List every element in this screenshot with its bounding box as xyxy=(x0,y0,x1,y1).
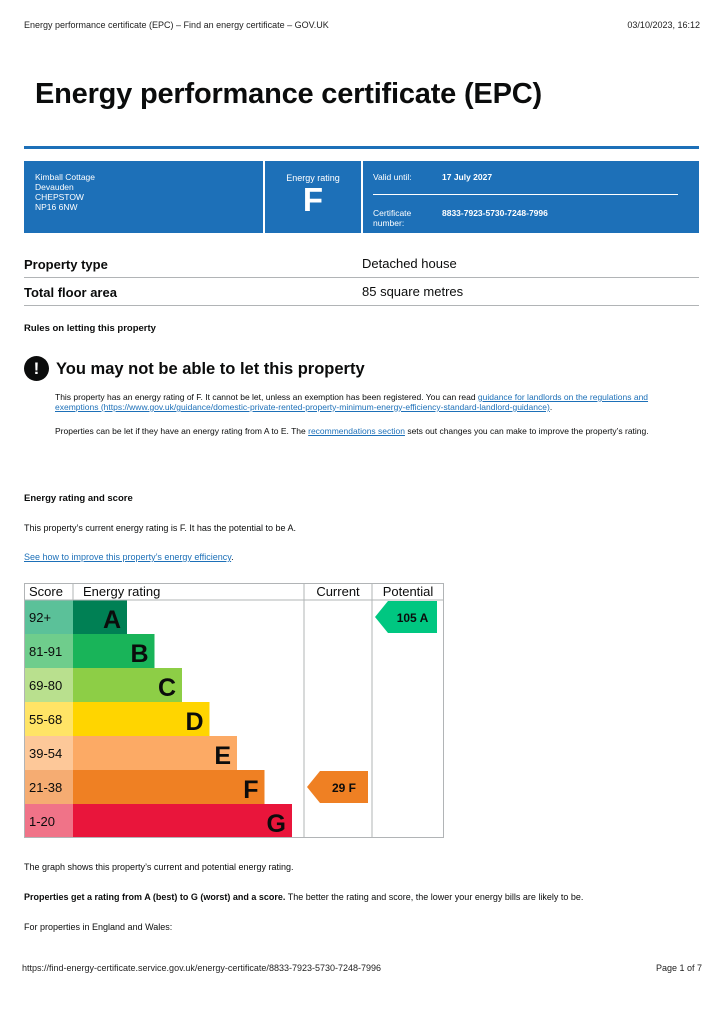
certificate-label-line: Certificate xyxy=(373,208,412,218)
warning-icon: ! xyxy=(24,356,49,381)
rating-band-letter: B xyxy=(130,640,149,668)
improve-efficiency-link[interactable]: See how to improve this property’s energy efficiency xyxy=(24,552,232,562)
energy-rating-label: Energy rating xyxy=(286,173,340,183)
summary-divider xyxy=(361,161,363,233)
potential-header: Potential xyxy=(382,584,434,599)
landlord-guidance-link[interactable]: guidance for landlords on the regulations and exemptions (https://www.gov.uk/guidance/domestic-private-rented-property-minimum-energy-efficiency-standard-landlord-guidance) xyxy=(55,392,649,412)
certificate-label-line: number: xyxy=(373,218,405,228)
summary-rule xyxy=(373,194,678,195)
letting-text-part: Properties can be let if they have an energy rating from A to E. The xyxy=(55,426,309,436)
valid-until-label: Valid until: xyxy=(373,172,412,182)
floor-area-value: 85 square metres xyxy=(362,284,464,299)
improve-end: . xyxy=(231,552,234,562)
score-range-label: 92+ xyxy=(29,610,52,625)
energy-rating-header: Energy rating xyxy=(83,584,161,599)
current-rating-marker-label: 29 F xyxy=(331,781,357,795)
current-header: Current xyxy=(316,584,360,599)
warning-title: You may not be able to let this property xyxy=(56,360,365,378)
score-range-label: 1-20 xyxy=(29,814,56,829)
score-header: Score xyxy=(29,584,63,599)
rating-band-letter: F xyxy=(243,776,259,804)
energy-rating-letter: F xyxy=(302,181,324,218)
graph-caption: The graph shows this property’s current and potential energy rating. xyxy=(24,862,294,872)
warning-text-part: This property has an energy rating of F. It cannot be let, unless an exemption has been registered. You can read xyxy=(55,392,478,402)
property-type-row xyxy=(24,250,699,278)
warning-text-part: . xyxy=(549,402,553,412)
rating-band-g xyxy=(73,804,292,838)
rating-band-f xyxy=(73,770,265,804)
property-type-value: Detached house xyxy=(362,256,457,271)
address-line: NP16 6NW xyxy=(35,202,78,212)
address-line: Kimball Cottage xyxy=(35,172,96,182)
score-range-label: 55-68 xyxy=(29,712,63,727)
print-header-title: Energy performance certificate (EPC) – Find an energy certificate – GOV.UK xyxy=(24,20,329,30)
score-range-label: 39-54 xyxy=(29,746,63,761)
score-range-label: 69-80 xyxy=(29,678,63,693)
england-wales-text: For properties in England and Wales: xyxy=(24,922,173,932)
address-line: Devauden xyxy=(35,182,74,192)
floor-area-label: Total floor area xyxy=(24,285,117,300)
title-divider xyxy=(24,146,699,149)
potential-rating-marker-label: 105 A xyxy=(396,611,429,625)
improve-paragraph xyxy=(24,552,234,562)
rating-band-letter: G xyxy=(266,810,286,838)
floor-area-row xyxy=(24,278,699,306)
print-header-datetime: 03/10/2023, 16:12 xyxy=(627,20,700,30)
rating-band-letter: E xyxy=(214,742,231,770)
print-footer-page: Page 1 of 7 xyxy=(655,963,702,973)
ratings-explanation-rest: The better the rating and score, the lower your energy bills are likely to be. xyxy=(285,892,584,902)
certificate-number-label xyxy=(373,208,423,228)
ratings-explanation xyxy=(24,892,583,902)
rating-band-letter: A xyxy=(102,606,121,634)
rating-band-letter: C xyxy=(157,674,176,702)
letting-explanation xyxy=(55,426,695,436)
property-address xyxy=(35,172,95,212)
score-range-label: 21-38 xyxy=(29,780,63,795)
property-type-label: Property type xyxy=(24,257,108,272)
energy-rating-graph xyxy=(24,583,444,840)
energy-rating-chart xyxy=(24,583,444,840)
certificate-number-value: 8833-7923-5730-7248-7996 xyxy=(442,208,548,218)
ratings-explanation-bold: Properties get a rating from A (best) to G (worst) and a score. xyxy=(24,892,286,902)
letting-rules-heading: Rules on letting this property xyxy=(24,323,156,334)
current-rating-text: This property’s current energy rating is F. It has the potential to be A. xyxy=(24,523,296,533)
valid-until-value: 17 July 2027 xyxy=(442,172,493,182)
print-footer-url: https://find-energy-certificate.service.gov.uk/energy-certificate/8833-7923-5730-7248-7996 xyxy=(22,963,382,973)
address-line: CHEPSTOW xyxy=(35,192,84,202)
rating-section-heading: Energy rating and score xyxy=(24,493,133,504)
page-title: Energy performance certificate (EPC) xyxy=(35,78,542,110)
letting-text-part: sets out changes you can make to improve the property’s rating. xyxy=(404,426,649,436)
warning-text xyxy=(55,392,685,412)
certificate-summary xyxy=(24,161,699,233)
rating-band-letter: D xyxy=(185,708,204,736)
recommendations-link[interactable]: recommendations section xyxy=(308,426,405,436)
score-range-label: 81-91 xyxy=(29,644,63,659)
rating-band-e xyxy=(73,736,237,770)
